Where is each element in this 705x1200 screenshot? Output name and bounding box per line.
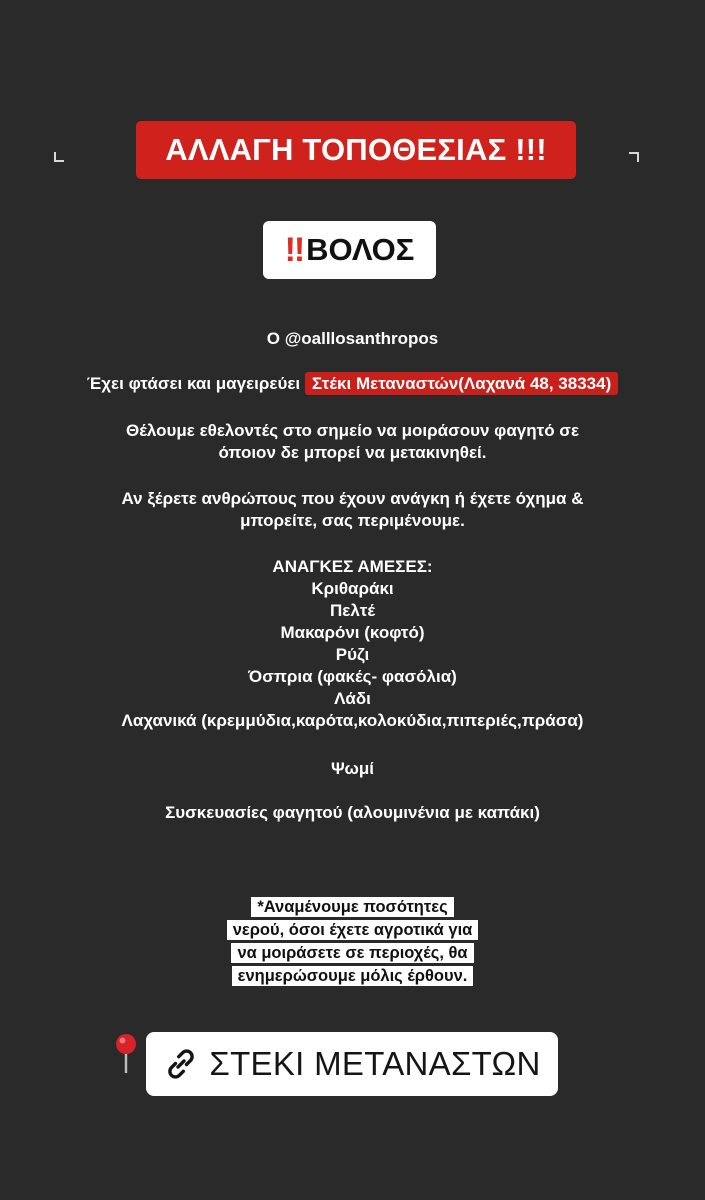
link-label[interactable]: ΣΤΕΚΙ ΜΕΤΑΝΑΣΤΩΝ bbox=[209, 1045, 541, 1082]
city-label: ΒΟΛΟΣ bbox=[306, 232, 415, 267]
volunteers-line-1: Θέλουμε εθελοντές στο σημείο να μοιράσουν φαγητό σε bbox=[125, 421, 580, 440]
intro-line: Ο @oalllosanthropos bbox=[266, 329, 439, 348]
banner-title: ΑΛΛΑΓΗ ΤΟΠΟΘΕΣΙΑΣ !!! bbox=[165, 132, 547, 167]
vehicle-line-1: Αν ξέρετε ανθρώπους που έχουν ανάγκη ή έχετε όχημα & bbox=[121, 489, 584, 508]
need-item: Λάδι bbox=[334, 689, 371, 708]
link-icon bbox=[163, 1046, 199, 1082]
double-exclamation-icon: ‼ bbox=[284, 230, 303, 269]
need-item: Μακαρόνι (κοφτό) bbox=[280, 623, 425, 642]
location-change-banner bbox=[136, 121, 576, 179]
bread-line: Ψωμί bbox=[331, 759, 374, 778]
need-item: Όσπρια (φακές- φασόλια) bbox=[248, 667, 457, 686]
pin-icon bbox=[113, 1033, 139, 1073]
volunteers-line-2: όποιον δε μπορεί να μετακινηθεί. bbox=[218, 443, 487, 462]
arrived-text: Έχει φτάσει και μαγειρεύει bbox=[86, 374, 301, 393]
vehicle-line-2: μπορείτε, σας περιμένουμε. bbox=[240, 511, 465, 530]
corner-mark-right bbox=[629, 152, 639, 162]
corner-mark-left bbox=[54, 152, 64, 162]
water-note bbox=[195, 896, 510, 988]
needs-heading: ΑΝΑΓΚΕΣ ΑΜΕΣΕΣ: bbox=[272, 557, 433, 576]
location-highlight: Στέκι Μεταναστών(Λαχανά 48, 38334) bbox=[305, 372, 618, 395]
city-sticker bbox=[263, 221, 436, 279]
arrived-line bbox=[0, 373, 705, 395]
need-item: Κριθαράκι bbox=[311, 579, 394, 598]
note-line: ενημερώσουμε μόλις έρθουν. bbox=[232, 966, 474, 986]
note-line: *Αναμένουμε ποσότητες bbox=[251, 897, 453, 917]
note-line: νερού, όσοι έχετε αγροτικά για bbox=[227, 920, 479, 940]
location-link-sticker[interactable] bbox=[146, 1032, 558, 1096]
need-item: Λαχανικά (κρεμμύδια,καρότα,κολοκύδια,πιπεριές,πράσα) bbox=[121, 711, 584, 730]
need-item: Πελτέ bbox=[329, 601, 376, 620]
packaging-line: Συσκευασίες φαγητού (αλουμινένια με καπάκι) bbox=[165, 803, 540, 822]
note-line: να μοιράσετε σε περιοχές, θα bbox=[231, 943, 473, 963]
need-item: Ρύζι bbox=[335, 645, 370, 664]
